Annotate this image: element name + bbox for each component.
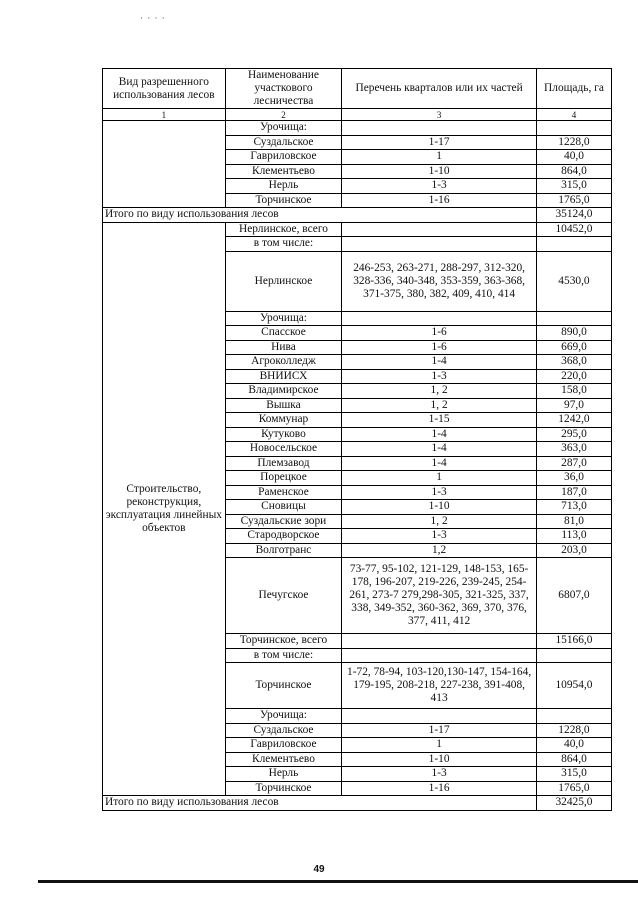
forestry-name: Вышка [225, 398, 342, 413]
area-value: 4530,0 [536, 251, 611, 311]
area-value: 220,0 [536, 369, 611, 384]
quarter-list: 1-6 [342, 340, 537, 355]
quarter-list: 1 [342, 738, 537, 753]
area-value: 40,0 [536, 150, 611, 165]
quarter-list: 1 [342, 471, 537, 486]
area-value: 203,0 [536, 543, 611, 558]
forestry-name: Торчинское, всего [225, 634, 342, 649]
quarter-list: 1-3 [342, 369, 537, 384]
quarter-list: 1-6 [342, 326, 537, 341]
area-value: 315,0 [536, 179, 611, 194]
area-value: 158,0 [536, 384, 611, 399]
quarter-list: 246-253, 263-271, 288-297, 312-320, 328-336, 340-348, 353-359, 363-368, 371-375, 380, 382, 409, 410, 414 [342, 251, 537, 311]
forestry-name: Гавриловское [225, 738, 342, 753]
quarter-list: 1-16 [342, 193, 537, 208]
quarter-list: 73-77, 95-102, 121-129, 148-153, 165-178, 196-207, 219-226, 239-245, 254-261, 273-7 279,298-305, 321-325, 337, 338, 349-352, 360-362, 369, 370, 376, 377, 411, 412 [342, 558, 537, 634]
area-value: 10452,0 [536, 222, 611, 237]
forestry-name: Нерль [225, 767, 342, 782]
quarter-list: 1-4 [342, 456, 537, 471]
subheading: в том числе: [225, 237, 342, 252]
column-number: 2 [225, 109, 342, 121]
forestry-name: Племзавод [225, 456, 342, 471]
quarter-list: 1, 2 [342, 384, 537, 399]
quarter-list: 1-3 [342, 767, 537, 782]
quarter-list: 1-72, 78-94, 103-120,130-147, 154-164, 179-195, 208-218, 227-238, 391-408, 413 [342, 663, 537, 709]
area-value: 1765,0 [536, 193, 611, 208]
area-value [536, 237, 611, 252]
forestry-name: Новосельское [225, 442, 342, 457]
forestry-name: Нерлинское, всего [225, 222, 342, 237]
area-value: 864,0 [536, 164, 611, 179]
area-value: 10954,0 [536, 663, 611, 709]
quarter-list [342, 222, 537, 237]
forestry-name: Торчинское [225, 663, 342, 709]
forestry-name: Суздальское [225, 723, 342, 738]
quarter-list [342, 237, 537, 252]
total-area: 35124,0 [536, 208, 611, 223]
area-value: 864,0 [536, 752, 611, 767]
subheading: в том числе: [225, 648, 342, 663]
total-label: Итого по виду использования лесов [103, 796, 537, 811]
area-value: 1228,0 [536, 135, 611, 150]
area-value: 1765,0 [536, 781, 611, 796]
area-value: 1228,0 [536, 723, 611, 738]
column-number-row [103, 109, 612, 121]
subheading: Урочища: [225, 709, 342, 724]
header-row [103, 69, 612, 109]
area-value: 187,0 [536, 485, 611, 500]
area-value: 113,0 [536, 529, 611, 544]
quarter-list: 1 [342, 150, 537, 165]
top-mark: · · · · [140, 13, 166, 23]
total-label: Итого по виду использования лесов [103, 208, 537, 223]
column-number: 1 [103, 109, 226, 121]
forestry-name: Нерлинское [225, 251, 342, 311]
forestry-name: Суздальское [225, 135, 342, 150]
forestry-name: Урочища: [225, 121, 342, 136]
column-number: 4 [536, 109, 611, 121]
forest-use-table [102, 68, 612, 811]
forestry-name: Сновицы [225, 500, 342, 515]
forestry-name: Клементьево [225, 752, 342, 767]
forestry-name: Клементьево [225, 164, 342, 179]
page-number: 49 [313, 864, 325, 875]
area-value: 287,0 [536, 456, 611, 471]
area-value: 890,0 [536, 326, 611, 341]
quarter-list: 1-10 [342, 500, 537, 515]
forestry-name: Гавриловское [225, 150, 342, 165]
total-area: 32425,0 [536, 796, 611, 811]
quarter-list: 1-4 [342, 427, 537, 442]
forestry-name: Суздальские зори [225, 514, 342, 529]
area-value [536, 709, 611, 724]
area-value [536, 121, 611, 136]
quarter-list: 1-4 [342, 355, 537, 370]
area-value: 713,0 [536, 500, 611, 515]
table-row [103, 222, 612, 237]
forestry-name: Торчинское [225, 193, 342, 208]
quarter-list: 1-3 [342, 179, 537, 194]
bottom-rule [38, 880, 638, 883]
area-value: 81,0 [536, 514, 611, 529]
area-value [536, 648, 611, 663]
quarter-list [342, 709, 537, 724]
forestry-name: Стародворское [225, 529, 342, 544]
forestry-name: Агроколледж [225, 355, 342, 370]
area-value: 36,0 [536, 471, 611, 486]
header-col1: Вид разрешенного использования лесов [103, 69, 226, 109]
use-type-cell: Строительство, реконструкция, эксплуатация линейных объектов [103, 222, 226, 796]
forestry-name: Порецкое [225, 471, 342, 486]
header-col3: Перечень кварталов или их частей [342, 69, 537, 109]
forestry-name: Печугское [225, 558, 342, 634]
quarter-list: 1, 2 [342, 514, 537, 529]
quarter-list: 1-3 [342, 485, 537, 500]
quarter-list: 1-17 [342, 723, 537, 738]
quarter-list: 1-16 [342, 781, 537, 796]
forestry-name: Нерль [225, 179, 342, 194]
area-value: 363,0 [536, 442, 611, 457]
quarter-list: 1-10 [342, 164, 537, 179]
area-value: 40,0 [536, 738, 611, 753]
quarter-list: 1-4 [342, 442, 537, 457]
header-col2: Наименование участкового лесничества [225, 69, 342, 109]
area-value [536, 311, 611, 326]
area-value: 295,0 [536, 427, 611, 442]
area-value: 97,0 [536, 398, 611, 413]
quarter-list: 1-3 [342, 529, 537, 544]
forestry-name: Коммунар [225, 413, 342, 428]
quarter-list: 1, 2 [342, 398, 537, 413]
quarter-list: 1,2 [342, 543, 537, 558]
quarter-list [342, 634, 537, 649]
forestry-name: Спасское [225, 326, 342, 341]
column-number: 3 [342, 109, 537, 121]
area-value: 368,0 [536, 355, 611, 370]
use-type-cell [103, 121, 226, 208]
forestry-name: Владимирское [225, 384, 342, 399]
table-row [103, 121, 612, 136]
subheading: Урочища: [225, 311, 342, 326]
forestry-name: ВНИИСХ [225, 369, 342, 384]
quarter-list: 1-10 [342, 752, 537, 767]
forestry-name: Волготранс [225, 543, 342, 558]
area-value: 1242,0 [536, 413, 611, 428]
quarter-list: 1-15 [342, 413, 537, 428]
header-col4: Площадь, га [536, 69, 611, 109]
area-value: 315,0 [536, 767, 611, 782]
forestry-name: Торчинское [225, 781, 342, 796]
total-row [103, 796, 612, 811]
area-value: 669,0 [536, 340, 611, 355]
quarter-list: 1-17 [342, 135, 537, 150]
quarter-list [342, 311, 537, 326]
quarter-list [342, 121, 537, 136]
area-value: 15166,0 [536, 634, 611, 649]
forestry-name: Раменское [225, 485, 342, 500]
quarter-list [342, 648, 537, 663]
area-value: 6807,0 [536, 558, 611, 634]
total-row [103, 208, 612, 223]
forestry-name: Нива [225, 340, 342, 355]
forestry-name: Кутуково [225, 427, 342, 442]
